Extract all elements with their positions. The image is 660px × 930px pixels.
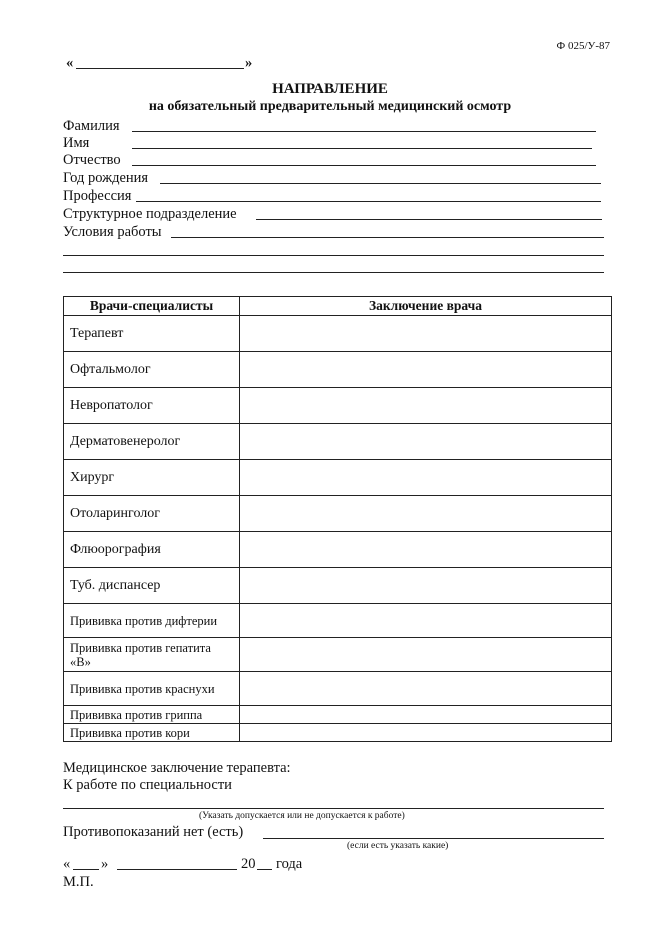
date-mid: » [101,856,109,872]
table-row [64,424,612,460]
surname-label: Фамилия [63,118,120,134]
conditions-line-2[interactable] [63,255,604,256]
table-row [64,496,612,532]
birth-year-label: Год рождения [63,170,149,186]
conditions-line-3[interactable] [63,272,604,273]
patronymic-field[interactable] [132,165,596,166]
contra-label: Противопоказаний нет (есть) [63,824,244,840]
division-label: Структурное подразделение [63,206,237,222]
conclusion-cell-hepatitis-b[interactable] [240,638,612,672]
date-close-quote: » [245,55,253,71]
row-label-neuropathologist: Невропатолог [64,388,240,424]
row-label-otolaryngologist: Отоларинголог [64,496,240,532]
conclusion-cell-ophthalmologist[interactable] [240,352,612,388]
table-row [64,532,612,568]
month-field[interactable] [117,869,237,870]
conditions-field[interactable] [171,237,604,238]
year-suffix: года [276,856,303,872]
row-label-fluorography: Флюорография [64,532,240,568]
row-label-dermatovenereologist: Дерматовенеролог [64,424,240,460]
conclusion-cell-fluorography[interactable] [240,532,612,568]
specialists-table [63,296,612,742]
row-label-tb-dispensary: Туб. диспансер [64,568,240,604]
conditions-label: Условия работы [63,224,162,240]
date-line[interactable] [76,68,244,69]
work-label: К работе по специальности [63,777,232,793]
row-label-therapist: Терапевт [64,316,240,352]
profession-field[interactable] [136,201,601,202]
col-header-specialists: Врачи-специалисты [64,297,240,316]
conclusion-cell-otolaryngologist[interactable] [240,496,612,532]
table-row [64,388,612,424]
table-row [64,460,612,496]
conclusion-cell-dermatovenereologist[interactable] [240,424,612,460]
conclusion-cell-therapist[interactable] [240,316,612,352]
row-label-surgeon: Хирург [64,460,240,496]
table-row [64,724,612,742]
conclusion-cell-tb-dispensary[interactable] [240,568,612,604]
table-header-row [64,297,612,316]
table-row [64,672,612,706]
work-field[interactable] [63,808,604,809]
date-open-quote: « [66,55,74,71]
row-label-diphtheria: Прививка против дифтерии [64,604,240,638]
table-row [64,706,612,724]
profession-label: Профессия [63,188,132,204]
table-row [64,568,612,604]
page-subtitle: на обязательный предварительный медицинский осмотр [148,99,512,114]
row-label-influenza: Прививка против гриппа [64,706,240,724]
date-open: « [63,856,71,872]
page-title: НАПРАВЛЕНИЕ [272,81,388,97]
patronymic-label: Отчество [63,152,121,168]
table-row [64,352,612,388]
contra-hint: (если есть указать какие) [347,841,449,851]
form-code: Ф 025/У-87 [556,40,610,52]
table-row [64,604,612,638]
name-field[interactable] [132,148,592,149]
stamp-label: М.П. [63,874,94,890]
row-label-measles: Прививка против кори [64,724,240,742]
contra-field[interactable] [263,838,604,839]
conclusion-cell-influenza[interactable] [240,706,612,724]
table-row [64,638,612,672]
year-field[interactable] [257,869,272,870]
conclusion-cell-measles[interactable] [240,724,612,742]
surname-field[interactable] [132,131,596,132]
conclusion-heading: Медицинское заключение терапевта: [63,760,291,776]
table-row [64,316,612,352]
day-field[interactable] [73,869,99,870]
year-prefix: 20 [241,856,256,872]
conclusion-cell-diphtheria[interactable] [240,604,612,638]
division-field[interactable] [256,219,602,220]
row-label-hepatitis-b: Прививка против гепатита «В» [64,638,240,672]
conclusion-cell-surgeon[interactable] [240,460,612,496]
conclusion-cell-rubella[interactable] [240,672,612,706]
work-hint: (Указать допускается или не допускается к работе) [199,811,405,821]
birth-year-field[interactable] [160,183,601,184]
row-label-ophthalmologist: Офтальмолог [64,352,240,388]
name-label: Имя [63,135,90,151]
row-label-rubella: Прививка против краснухи [64,672,240,706]
col-header-conclusion: Заключение врача [240,297,612,316]
conclusion-cell-neuropathologist[interactable] [240,388,612,424]
